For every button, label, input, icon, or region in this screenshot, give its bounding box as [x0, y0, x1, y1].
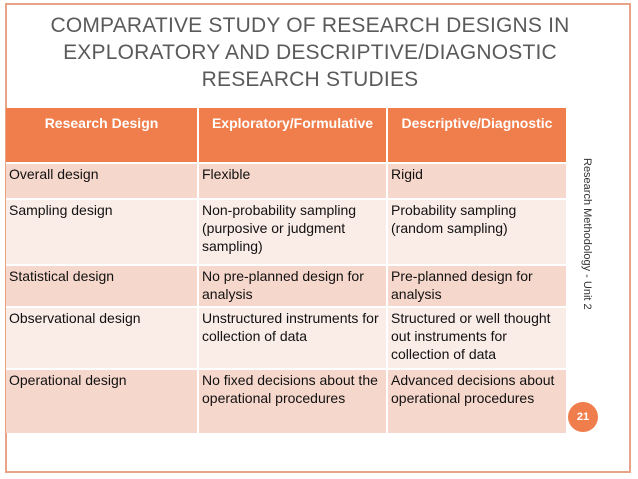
table-cell: Flexible [198, 163, 387, 199]
table-cell: Structured or well thought out instruments for collection of data [387, 307, 566, 369]
table-cell: No pre-planned design for analysis [198, 265, 387, 307]
header-exploratory: Exploratory/Formulative [198, 108, 387, 163]
table-row [6, 199, 566, 265]
table-header-row [6, 108, 566, 163]
title-line-1: COMPARATIVE STUDY OF RESEARCH DESIGNS IN [50, 14, 570, 37]
table-row [6, 163, 566, 199]
comparison-table [6, 108, 566, 433]
table-row [6, 307, 566, 369]
table-cell: Advanced decisions about operational procedures [387, 369, 566, 433]
table-cell: Statistical design [6, 265, 198, 307]
slide-title [30, 12, 590, 93]
table-cell: Operational design [6, 369, 198, 433]
table-row [6, 265, 566, 307]
table-cell: Observational design [6, 307, 198, 369]
table-cell: Sampling design [6, 199, 198, 265]
table-cell: Overall design [6, 163, 198, 199]
table-cell: Pre-planned design for analysis [387, 265, 566, 307]
table-cell: Probability sampling (random sampling) [387, 199, 566, 265]
table-row [6, 369, 566, 433]
page-number-badge: 21 [568, 402, 598, 432]
title-line-2: EXPLORATORY AND DESCRIPTIVE/DIAGNOSTIC [63, 41, 557, 64]
table-cell: Rigid [387, 163, 566, 199]
header-descriptive: Descriptive/Diagnostic [387, 108, 566, 163]
title-line-3: RESEARCH STUDIES [201, 68, 419, 91]
footer-side-label: Research Methodology - Unit 2 [581, 158, 593, 310]
table-cell: Non-probability sampling (purposive or judgment sampling) [198, 199, 387, 265]
header-research-design: Research Design [6, 108, 198, 163]
table-cell: Unstructured instruments for collection of data [198, 307, 387, 369]
table-cell: No fixed decisions about the operational procedures [198, 369, 387, 433]
